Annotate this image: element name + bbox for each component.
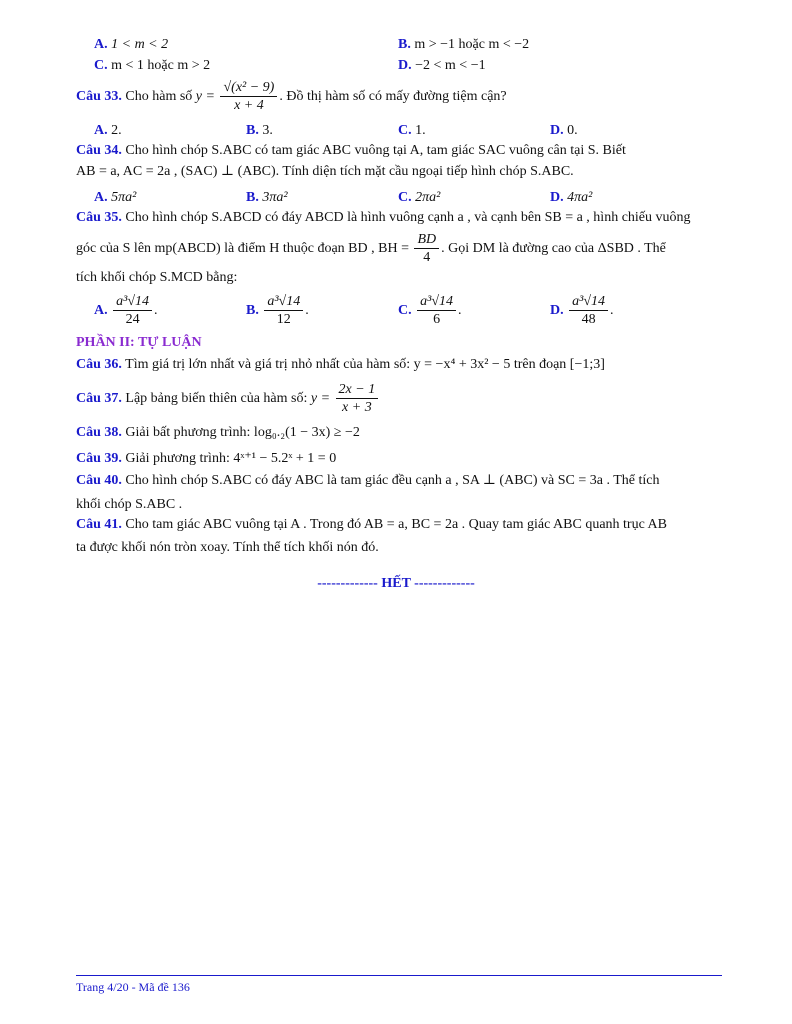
fraction-numerator: a³√14 bbox=[264, 293, 303, 311]
q34-option-c bbox=[398, 189, 440, 207]
question-text: Cho tam giác ABC vuông tại A . Trong đó AB = a, BC = 2a . Quay tam giác ABC quanh trục AB bbox=[125, 517, 667, 532]
q39-question bbox=[76, 450, 336, 468]
fraction-denominator: x + 4 bbox=[234, 98, 264, 114]
fraction-denominator: x + 3 bbox=[342, 400, 372, 416]
option-fraction bbox=[113, 293, 152, 328]
option-text: 5πa² bbox=[111, 190, 137, 205]
fraction-numerator: a³√14 bbox=[417, 293, 456, 311]
fraction-numerator: a³√14 bbox=[113, 293, 152, 311]
question-number: Câu 34. bbox=[76, 143, 122, 158]
option-fraction bbox=[264, 293, 303, 328]
q32-option-c bbox=[94, 57, 210, 75]
q35-option-c: C. $\frac{\text{a³√14}}{6}$ . bbox=[398, 294, 462, 328]
q34-option-d bbox=[550, 189, 592, 207]
fraction-denominator: 12 bbox=[276, 312, 291, 328]
question-text: Cho hình chóp S.ABC có đáy ABC là tam giác đều cạnh a , SA ⊥ (ABC) và SC = 3a . Thể tích bbox=[125, 473, 660, 488]
q34-question-line1 bbox=[76, 142, 722, 160]
option-text: 2πa² bbox=[415, 190, 441, 205]
q32-option-b bbox=[398, 36, 529, 54]
question-text: Giải bất phương trình: log₀.₂(1 − 3x) ≥ −2 bbox=[125, 425, 360, 440]
q35-question-line3: tích khối chóp S.MCD bằng: bbox=[76, 270, 238, 285]
q32-option-d bbox=[398, 57, 486, 75]
function-lhs: y = bbox=[195, 89, 215, 104]
q33-option-c bbox=[398, 122, 426, 140]
fraction-denominator: 48 bbox=[581, 312, 596, 328]
q35-option-b: B. $\frac{\text{a³√14}}{12}$ . bbox=[246, 294, 309, 328]
function-fraction bbox=[336, 381, 379, 416]
q34-option-b bbox=[246, 189, 288, 207]
option-fraction bbox=[569, 293, 608, 328]
option-text: 2. bbox=[111, 123, 122, 138]
q35-question-line1 bbox=[76, 209, 691, 227]
option-label: D. bbox=[550, 123, 564, 138]
option-text: 3πa² bbox=[262, 190, 288, 205]
function-lhs: y = bbox=[310, 391, 331, 406]
option-label: B. bbox=[246, 303, 259, 318]
option-label: C. bbox=[398, 190, 412, 205]
option-label: A. bbox=[94, 303, 108, 318]
footer-divider bbox=[76, 975, 722, 976]
option-text: m > −1 hoặc m < −2 bbox=[414, 37, 530, 52]
option-fraction bbox=[417, 293, 456, 328]
option-label: C. bbox=[398, 123, 412, 138]
q33-question bbox=[76, 78, 507, 116]
question-number: Câu 33. bbox=[76, 89, 122, 104]
q37-question bbox=[76, 380, 380, 418]
q40-question-line1 bbox=[76, 472, 659, 490]
question-number: Câu 38. bbox=[76, 425, 122, 440]
fraction-denominator: 4 bbox=[423, 250, 431, 266]
option-text: 0. bbox=[567, 123, 578, 138]
option-text: −2 < m < −1 bbox=[415, 58, 486, 73]
function-fraction bbox=[220, 79, 277, 114]
question-text: . Gọi DM là đường cao của ΔSBD . Thể bbox=[441, 241, 666, 256]
fraction-numerator: a³√14 bbox=[569, 293, 608, 311]
fraction-numerator: 2x − 1 bbox=[336, 381, 379, 399]
page-footer: Trang 4/20 - Mã đề 136 bbox=[76, 980, 190, 994]
q41-question-line2: ta được khối nón tròn xoay. Tính thể tích khối nón đó. bbox=[76, 540, 379, 555]
option-label: A. bbox=[94, 37, 108, 52]
option-label: A. bbox=[94, 190, 108, 205]
question-number: Câu 36. bbox=[76, 357, 122, 372]
fraction-denominator: 6 bbox=[433, 312, 441, 328]
option-text: m < 1 hoặc m > 2 bbox=[111, 58, 211, 73]
q35-option-a: A. $\frac{\text{a³√14}}{24}$ . bbox=[94, 294, 158, 328]
question-text: Lập bảng biến thiên của hàm số: bbox=[125, 391, 308, 406]
question-text: Giải phương trình: 4ˣ⁺¹ − 5.2ˣ + 1 = 0 bbox=[125, 451, 337, 466]
question-number: Câu 37. bbox=[76, 391, 122, 406]
question-number: Câu 40. bbox=[76, 473, 122, 488]
option-label: C. bbox=[398, 303, 412, 318]
option-label: A. bbox=[94, 123, 108, 138]
option-text: 1. bbox=[415, 123, 426, 138]
q35-option-d: D. $\frac{\text{a³√14}}{48}$ . bbox=[550, 294, 614, 328]
option-label: B. bbox=[246, 190, 259, 205]
question-tail: . Đồ thị hàm số có mấy đường tiệm cận? bbox=[279, 89, 507, 104]
option-label: D. bbox=[398, 58, 412, 73]
q40-question-line2: khối chóp S.ABC . bbox=[76, 497, 183, 512]
q33-option-a bbox=[94, 122, 122, 140]
q38-question bbox=[76, 424, 360, 442]
question-number: Câu 39. bbox=[76, 451, 122, 466]
option-text: 1 < m < 2 bbox=[111, 37, 169, 52]
option-label: D. bbox=[550, 190, 564, 205]
bh-fraction bbox=[414, 231, 439, 266]
q32-option-a bbox=[94, 36, 168, 54]
option-label: D. bbox=[550, 303, 564, 318]
end-marker: ------------- HẾT ------------- bbox=[317, 576, 475, 591]
fraction-denominator: 24 bbox=[125, 312, 140, 328]
option-label: C. bbox=[94, 58, 108, 73]
question-text: góc của S lên mp(ABCD) là điểm H thuộc đoạn BD , BH = bbox=[76, 241, 409, 256]
q36-question bbox=[76, 356, 605, 374]
q41-question-line1 bbox=[76, 516, 667, 534]
q33-option-b bbox=[246, 122, 273, 140]
question-number: Câu 41. bbox=[76, 517, 122, 532]
q34-option-a bbox=[94, 189, 136, 207]
fraction-numerator: BD bbox=[414, 231, 439, 249]
question-text: Cho hình chóp S.ABC có tam giác ABC vuông tại A, tam giác SAC vuông cân tại S. Biết bbox=[125, 143, 626, 158]
part-2-title: PHẦN II: TỰ LUẬN bbox=[76, 335, 202, 350]
q33-option-d bbox=[550, 122, 578, 140]
q34-question-line2: AB = a, AC = 2a , (SAC) ⊥ (ABC). Tính diện tích mặt cầu ngoại tiếp hình chóp S.ABC. bbox=[76, 164, 574, 179]
question-text: Tìm giá trị lớn nhất và giá trị nhỏ nhất của hàm số: y = −x⁴ + 3x² − 5 trên đoạn [−1;3] bbox=[125, 357, 605, 372]
option-text: 4πa² bbox=[567, 190, 593, 205]
question-number: Câu 35. bbox=[76, 210, 122, 225]
option-text: 3. bbox=[262, 123, 273, 138]
option-label: B. bbox=[398, 37, 411, 52]
q35-question-line2 bbox=[76, 230, 666, 268]
question-intro: Cho hàm số bbox=[125, 89, 193, 104]
fraction-numerator: √(x² − 9) bbox=[220, 79, 277, 97]
question-text: Cho hình chóp S.ABCD có đáy ABCD là hình vuông cạnh a , và cạnh bên SB = a , hình chiếu vuông bbox=[125, 210, 691, 225]
option-label: B. bbox=[246, 123, 259, 138]
